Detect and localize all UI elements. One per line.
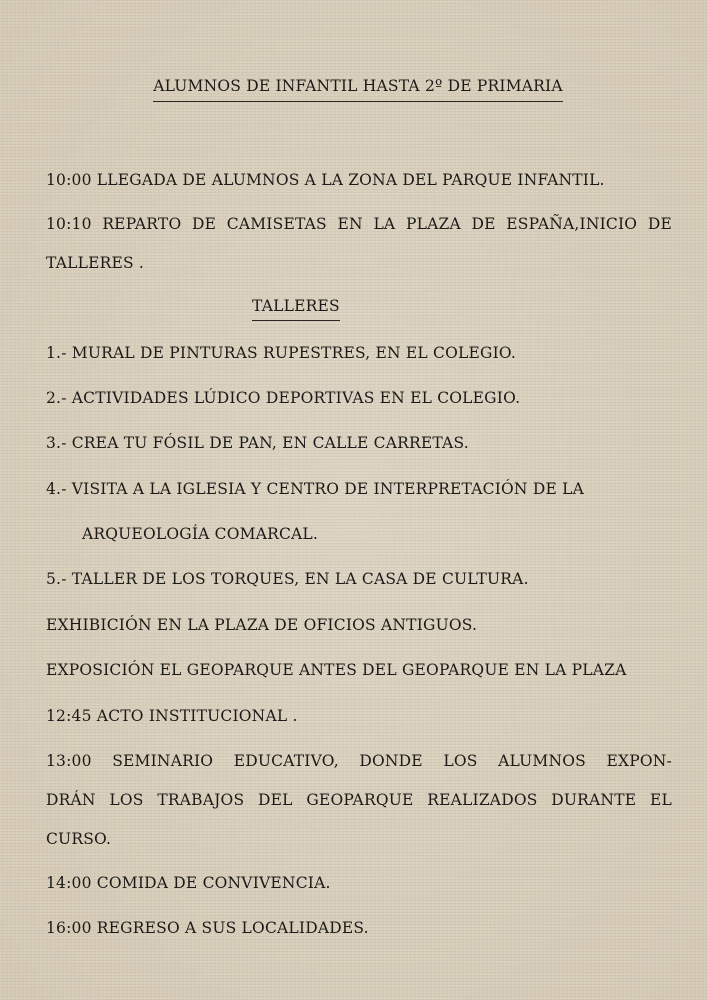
seminario-line-1: 13:00 SEMINARIO EDUCATIVO, DONDE LOS ALUMNOS EXPON- bbox=[46, 752, 672, 770]
taller-item: 4.- VISITA A LA IGLESIA Y CENTRO DE INTERPRETACIÓN DE LA bbox=[46, 480, 584, 498]
schedule-arrival: 10:00 LLEGADA DE ALUMNOS A LA ZONA DEL PARQUE INFANTIL. bbox=[46, 171, 605, 189]
taller-item: 5.- TALLER DE LOS TORQUES, EN LA CASA DE CULTURA. bbox=[46, 570, 529, 588]
talleres-heading: TALLERES bbox=[252, 297, 340, 321]
taller-item: 1.- MURAL DE PINTURAS RUPESTRES, EN EL COLEGIO. bbox=[46, 344, 517, 362]
regreso-line: 16:00 REGRESO A SUS LOCALIDADES. bbox=[46, 919, 369, 937]
schedule-tshirts: 10:10 REPARTO DE CAMISETAS EN LA PLAZA DE ESPAÑA,INICIO DE bbox=[46, 215, 672, 233]
taller-item: 3.- CREA TU FÓSIL DE PAN, EN CALLE CARRETAS. bbox=[46, 434, 469, 452]
title-container bbox=[116, 76, 600, 102]
comida-line: 14:00 COMIDA DE CONVIVENCIA. bbox=[46, 874, 331, 892]
exposicion-line: EXPOSICIÓN EL GEOPARQUE ANTES DEL GEOPARQUE EN LA PLAZA bbox=[46, 661, 627, 679]
talleres-heading-container bbox=[252, 296, 340, 321]
seminario-line-3: CURSO. bbox=[46, 830, 112, 848]
acto-institucional-line: 12:45 ACTO INSTITUCIONAL . bbox=[46, 707, 298, 725]
seminario-line-2: DRÁN LOS TRABAJOS DEL GEOPARQUE REALIZADOS DURANTE EL bbox=[46, 791, 672, 809]
taller-item: 2.- ACTIVIDADES LÚDICO DEPORTIVAS EN EL COLEGIO. bbox=[46, 389, 521, 407]
exhibicion-line: EXHIBICIÓN EN LA PLAZA DE OFICIOS ANTIGUOS. bbox=[46, 616, 478, 634]
schedule-tshirts-continued: TALLERES . bbox=[46, 254, 145, 272]
taller-item-continuation: ARQUEOLOGÍA COMARCAL. bbox=[82, 525, 319, 543]
page-title: ALUMNOS DE INFANTIL HASTA 2º DE PRIMARIA bbox=[153, 77, 563, 102]
